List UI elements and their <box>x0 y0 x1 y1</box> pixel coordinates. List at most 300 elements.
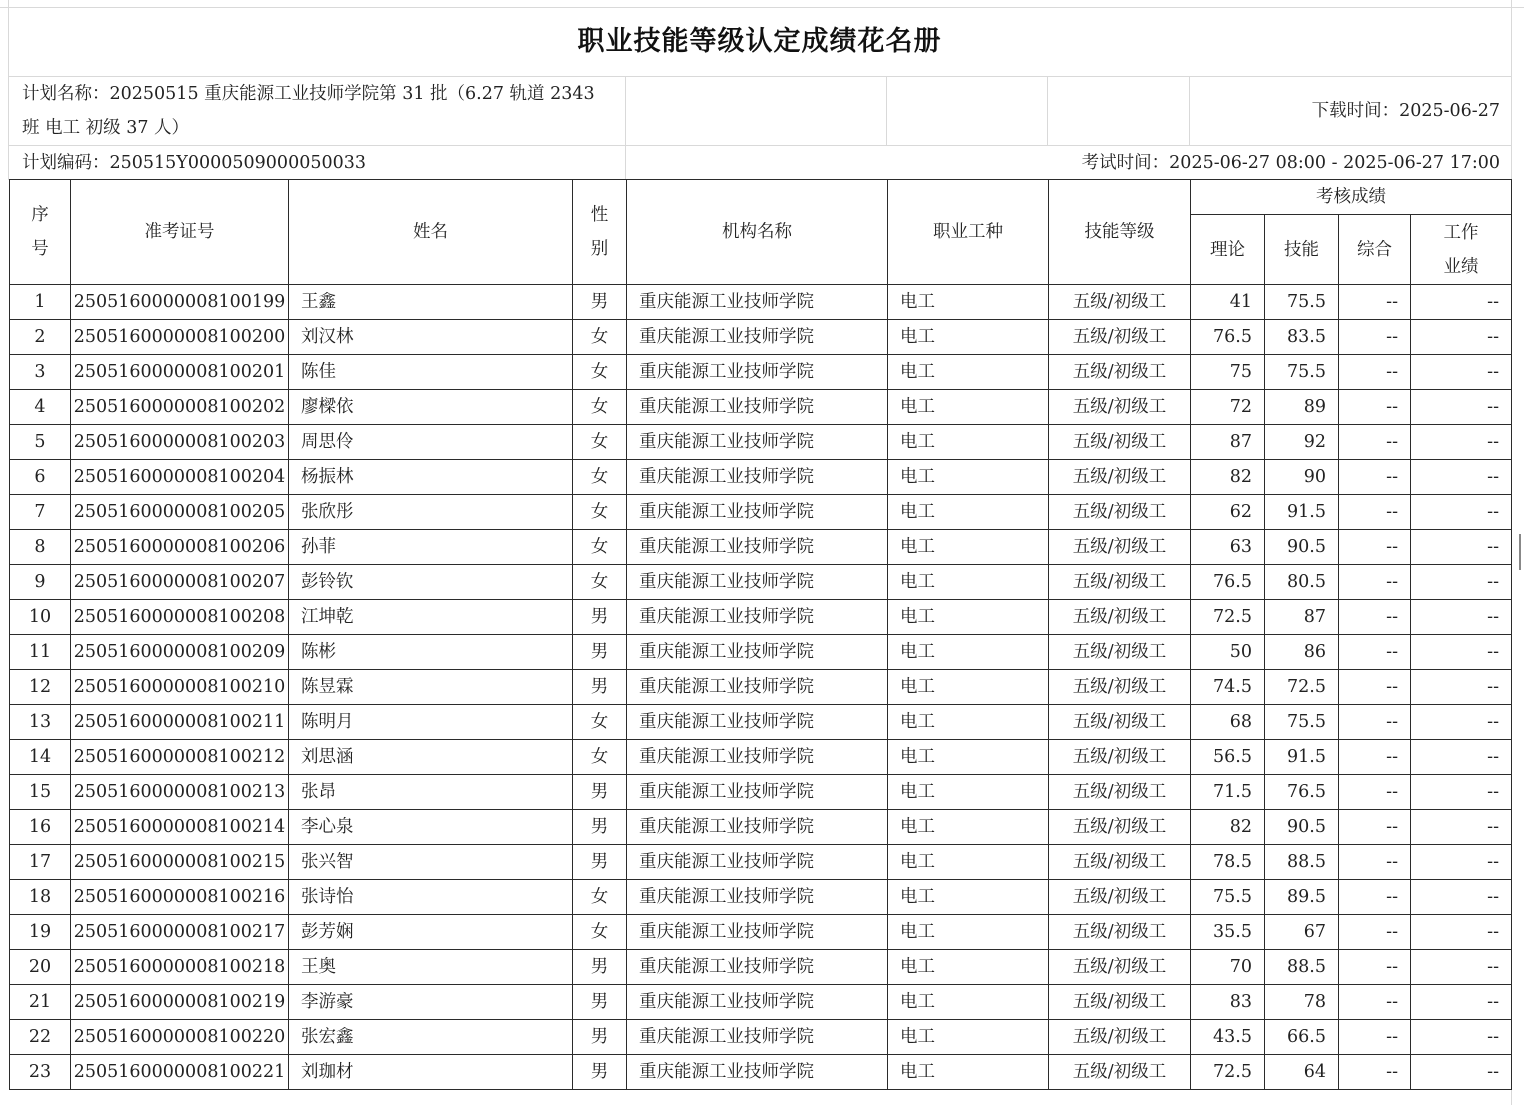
cell-org[interactable]: 重庆能源工业技师学院 <box>627 670 888 705</box>
header-work-line2: 业绩 <box>1443 256 1479 277</box>
cell-org[interactable]: 重庆能源工业技师学院 <box>627 880 888 915</box>
cell-org[interactable]: 重庆能源工业技师学院 <box>627 950 888 985</box>
cell-ticket[interactable]: 2505160000008100210 <box>71 670 289 705</box>
cell-work[interactable]: -- <box>1411 985 1512 1020</box>
cell-overall[interactable]: -- <box>1339 775 1411 810</box>
cell-occupation[interactable]: 电工 <box>888 600 1049 635</box>
cell-org[interactable]: 重庆能源工业技师学院 <box>627 1055 888 1090</box>
cell-skill[interactable]: 78 <box>1265 985 1339 1020</box>
header-occupation: 职业工种 <box>888 180 1049 285</box>
header-work <box>1411 215 1512 285</box>
cell-org[interactable]: 重庆能源工业技师学院 <box>627 705 888 740</box>
cell-level[interactable]: 五级/初级工 <box>1049 320 1191 355</box>
cell-skill[interactable]: 90 <box>1265 460 1339 495</box>
cell-skill[interactable]: 67 <box>1265 915 1339 950</box>
cell-skill[interactable]: 92 <box>1265 425 1339 460</box>
cell-ticket[interactable]: 2505160000008100215 <box>71 845 289 880</box>
cell-org[interactable]: 重庆能源工业技师学院 <box>627 1020 888 1055</box>
cell-org[interactable]: 重庆能源工业技师学院 <box>627 775 888 810</box>
cell-ticket[interactable]: 2505160000008100201 <box>71 355 289 390</box>
cell-skill[interactable]: 80.5 <box>1265 565 1339 600</box>
cell-skill[interactable]: 87 <box>1265 600 1339 635</box>
cell-seq[interactable]: 14 <box>10 740 71 775</box>
cell-level[interactable]: 五级/初级工 <box>1049 880 1191 915</box>
cell-theory[interactable]: 43.5 <box>1191 1020 1265 1055</box>
cell-overall[interactable]: -- <box>1339 460 1411 495</box>
cell-name[interactable]: 杨振林 <box>289 460 573 495</box>
table-row <box>10 1020 1512 1055</box>
cell-gender[interactable]: 女 <box>573 355 627 390</box>
cell-overall[interactable]: -- <box>1339 285 1411 320</box>
cell-org[interactable]: 重庆能源工业技师学院 <box>627 495 888 530</box>
cell-gender[interactable]: 女 <box>573 530 627 565</box>
cell-name[interactable]: 孙菲 <box>289 530 573 565</box>
cell-occupation[interactable]: 电工 <box>888 635 1049 670</box>
cell-org[interactable]: 重庆能源工业技师学院 <box>627 985 888 1020</box>
cell-occupation[interactable]: 电工 <box>888 705 1049 740</box>
cell-overall[interactable]: -- <box>1339 915 1411 950</box>
cell-work[interactable]: -- <box>1411 495 1512 530</box>
cell-level[interactable]: 五级/初级工 <box>1049 705 1191 740</box>
cell-ticket[interactable]: 2505160000008100214 <box>71 810 289 845</box>
cell-occupation[interactable]: 电工 <box>888 320 1049 355</box>
grid-line <box>8 76 1511 77</box>
cell-gender[interactable]: 男 <box>573 670 627 705</box>
cell-level[interactable]: 五级/初级工 <box>1049 950 1191 985</box>
cell-name[interactable]: 张欣彤 <box>289 495 573 530</box>
table-row <box>10 355 1512 390</box>
cell-level[interactable]: 五级/初级工 <box>1049 425 1191 460</box>
cell-seq[interactable]: 21 <box>10 985 71 1020</box>
cell-seq[interactable]: 13 <box>10 705 71 740</box>
cell-org[interactable]: 重庆能源工业技师学院 <box>627 355 888 390</box>
cell-ticket[interactable]: 2505160000008100220 <box>71 1020 289 1055</box>
table-row <box>10 425 1512 460</box>
cell-level[interactable]: 五级/初级工 <box>1049 845 1191 880</box>
cell-skill[interactable]: 75.5 <box>1265 705 1339 740</box>
cell-theory[interactable]: 75.5 <box>1191 880 1265 915</box>
cell-skill[interactable]: 90.5 <box>1265 810 1339 845</box>
cell-work[interactable]: -- <box>1411 775 1512 810</box>
cell-theory[interactable]: 78.5 <box>1191 845 1265 880</box>
cell-gender[interactable]: 女 <box>573 565 627 600</box>
cell-level[interactable]: 五级/初级工 <box>1049 565 1191 600</box>
cell-level[interactable]: 五级/初级工 <box>1049 390 1191 425</box>
cell-gender[interactable]: 女 <box>573 740 627 775</box>
cell-org[interactable]: 重庆能源工业技师学院 <box>627 390 888 425</box>
header-name: 姓名 <box>289 180 573 285</box>
cell-name[interactable]: 刘珈材 <box>289 1055 573 1090</box>
table-row <box>10 740 1512 775</box>
cell-name[interactable]: 王奥 <box>289 950 573 985</box>
cell-overall[interactable]: -- <box>1339 880 1411 915</box>
cell-seq[interactable]: 12 <box>10 670 71 705</box>
cell-overall[interactable]: -- <box>1339 985 1411 1020</box>
cell-ticket[interactable]: 2505160000008100217 <box>71 915 289 950</box>
cell-level[interactable]: 五级/初级工 <box>1049 985 1191 1020</box>
cell-ticket[interactable]: 2505160000008100213 <box>71 775 289 810</box>
cell-skill[interactable]: 64 <box>1265 1055 1339 1090</box>
cell-seq[interactable]: 6 <box>10 460 71 495</box>
cell-skill[interactable]: 90.5 <box>1265 530 1339 565</box>
cell-seq[interactable]: 3 <box>10 355 71 390</box>
cell-gender[interactable]: 男 <box>573 600 627 635</box>
header-theory: 理论 <box>1191 215 1265 285</box>
cell-theory[interactable]: 74.5 <box>1191 670 1265 705</box>
cell-ticket[interactable]: 2505160000008100212 <box>71 740 289 775</box>
cell-level[interactable]: 五级/初级工 <box>1049 740 1191 775</box>
cell-name[interactable]: 张宏鑫 <box>289 1020 573 1055</box>
cell-occupation[interactable]: 电工 <box>888 390 1049 425</box>
cell-skill[interactable]: 89.5 <box>1265 880 1339 915</box>
cell-theory[interactable]: 72.5 <box>1191 600 1265 635</box>
cell-gender[interactable]: 女 <box>573 705 627 740</box>
cell-skill[interactable]: 76.5 <box>1265 775 1339 810</box>
cell-gender[interactable]: 男 <box>573 1055 627 1090</box>
cell-occupation[interactable]: 电工 <box>888 810 1049 845</box>
cell-overall[interactable]: -- <box>1339 390 1411 425</box>
cell-theory[interactable]: 71.5 <box>1191 775 1265 810</box>
cell-gender[interactable]: 男 <box>573 810 627 845</box>
cell-occupation[interactable]: 电工 <box>888 670 1049 705</box>
cell-name[interactable]: 江坤乾 <box>289 600 573 635</box>
cell-level[interactable]: 五级/初级工 <box>1049 635 1191 670</box>
header-gender-line1: 性 <box>590 205 609 225</box>
cell-gender[interactable]: 女 <box>573 390 627 425</box>
cell-skill[interactable]: 88.5 <box>1265 950 1339 985</box>
table-row <box>10 950 1512 985</box>
cell-overall[interactable]: -- <box>1339 530 1411 565</box>
cell-seq[interactable]: 10 <box>10 600 71 635</box>
cell-level[interactable]: 五级/初级工 <box>1049 670 1191 705</box>
cell-overall[interactable]: -- <box>1339 810 1411 845</box>
cell-ticket[interactable]: 2505160000008100204 <box>71 460 289 495</box>
table-row <box>10 985 1512 1020</box>
cell-theory[interactable]: 76.5 <box>1191 320 1265 355</box>
cell-ticket[interactable]: 2505160000008100211 <box>71 705 289 740</box>
cell-occupation[interactable]: 电工 <box>888 285 1049 320</box>
cell-name[interactable]: 张诗怡 <box>289 880 573 915</box>
cell-ticket[interactable]: 2505160000008100206 <box>71 530 289 565</box>
cell-theory[interactable]: 35.5 <box>1191 915 1265 950</box>
cell-occupation[interactable]: 电工 <box>888 915 1049 950</box>
cell-level[interactable]: 五级/初级工 <box>1049 355 1191 390</box>
cell-org[interactable]: 重庆能源工业技师学院 <box>627 285 888 320</box>
cell-theory[interactable]: 87 <box>1191 425 1265 460</box>
cell-theory[interactable]: 70 <box>1191 950 1265 985</box>
header-gender <box>573 180 627 285</box>
table-row <box>10 1055 1512 1090</box>
cell-skill[interactable]: 86 <box>1265 635 1339 670</box>
cell-theory[interactable]: 75 <box>1191 355 1265 390</box>
cell-level[interactable]: 五级/初级工 <box>1049 1055 1191 1090</box>
cell-gender[interactable]: 女 <box>573 915 627 950</box>
table-row <box>10 565 1512 600</box>
cell-occupation[interactable]: 电工 <box>888 1055 1049 1090</box>
cell-gender[interactable]: 女 <box>573 320 627 355</box>
cell-seq[interactable]: 16 <box>10 810 71 845</box>
cell-occupation[interactable]: 电工 <box>888 425 1049 460</box>
cell-work[interactable]: -- <box>1411 355 1512 390</box>
cell-work[interactable]: -- <box>1411 845 1512 880</box>
cell-org[interactable]: 重庆能源工业技师学院 <box>627 740 888 775</box>
cell-org[interactable]: 重庆能源工业技师学院 <box>627 530 888 565</box>
cell-ticket[interactable]: 2505160000008100208 <box>71 600 289 635</box>
cell-overall[interactable]: -- <box>1339 1020 1411 1055</box>
cell-occupation[interactable]: 电工 <box>888 880 1049 915</box>
cell-level[interactable]: 五级/初级工 <box>1049 285 1191 320</box>
grid-line <box>625 76 626 180</box>
scrollbar-thumb[interactable] <box>1519 534 1521 570</box>
cell-theory[interactable]: 82 <box>1191 460 1265 495</box>
cell-gender[interactable]: 男 <box>573 845 627 880</box>
cell-name[interactable]: 张昂 <box>289 775 573 810</box>
cell-work[interactable]: -- <box>1411 285 1512 320</box>
cell-work[interactable]: -- <box>1411 600 1512 635</box>
cell-work[interactable]: -- <box>1411 950 1512 985</box>
cell-name[interactable]: 彭芳娴 <box>289 915 573 950</box>
table-row <box>10 705 1512 740</box>
header-skill: 技能 <box>1265 215 1339 285</box>
cell-ticket[interactable]: 2505160000008100219 <box>71 985 289 1020</box>
cell-occupation[interactable]: 电工 <box>888 845 1049 880</box>
cell-level[interactable]: 五级/初级工 <box>1049 495 1191 530</box>
cell-overall[interactable]: -- <box>1339 495 1411 530</box>
cell-name[interactable]: 王鑫 <box>289 285 573 320</box>
cell-work[interactable]: -- <box>1411 565 1512 600</box>
cell-org[interactable]: 重庆能源工业技师学院 <box>627 320 888 355</box>
cell-org[interactable]: 重庆能源工业技师学院 <box>627 915 888 950</box>
header-scores-group: 考核成绩 <box>1191 180 1512 215</box>
cell-occupation[interactable]: 电工 <box>888 495 1049 530</box>
cell-org[interactable]: 重庆能源工业技师学院 <box>627 635 888 670</box>
cell-seq[interactable]: 9 <box>10 565 71 600</box>
table-row <box>10 460 1512 495</box>
cell-gender[interactable]: 男 <box>573 1020 627 1055</box>
cell-org[interactable]: 重庆能源工业技师学院 <box>627 425 888 460</box>
cell-skill[interactable]: 75.5 <box>1265 285 1339 320</box>
cell-theory[interactable]: 72 <box>1191 390 1265 425</box>
cell-seq[interactable]: 22 <box>10 1020 71 1055</box>
cell-seq[interactable]: 23 <box>10 1055 71 1090</box>
cell-org[interactable]: 重庆能源工业技师学院 <box>627 460 888 495</box>
cell-ticket[interactable]: 2505160000008100200 <box>71 320 289 355</box>
cell-seq[interactable]: 2 <box>10 320 71 355</box>
cell-overall[interactable]: -- <box>1339 425 1411 460</box>
header-seq-line2: 号 <box>31 239 49 259</box>
cell-work[interactable]: -- <box>1411 320 1512 355</box>
table-row <box>10 880 1512 915</box>
header-org: 机构名称 <box>627 180 888 285</box>
cell-skill[interactable]: 83.5 <box>1265 320 1339 355</box>
cell-seq[interactable]: 20 <box>10 950 71 985</box>
cell-level[interactable]: 五级/初级工 <box>1049 460 1191 495</box>
cell-skill[interactable]: 91.5 <box>1265 740 1339 775</box>
download-time: 下载时间：2025-06-27 <box>1311 101 1500 121</box>
cell-overall[interactable]: -- <box>1339 600 1411 635</box>
cell-work[interactable]: -- <box>1411 425 1512 460</box>
cell-occupation[interactable]: 电工 <box>888 775 1049 810</box>
cell-overall[interactable]: -- <box>1339 320 1411 355</box>
cell-work[interactable]: -- <box>1411 915 1512 950</box>
cell-ticket[interactable]: 2505160000008100209 <box>71 635 289 670</box>
cell-work[interactable]: -- <box>1411 635 1512 670</box>
header-work-line1: 工作 <box>1443 222 1479 243</box>
cell-theory[interactable]: 83 <box>1191 985 1265 1020</box>
cell-theory[interactable]: 56.5 <box>1191 740 1265 775</box>
cell-name[interactable]: 李心泉 <box>289 810 573 845</box>
cell-work[interactable]: -- <box>1411 1055 1512 1090</box>
cell-ticket[interactable]: 2505160000008100202 <box>71 390 289 425</box>
cell-occupation[interactable]: 电工 <box>888 355 1049 390</box>
cell-theory[interactable]: 82 <box>1191 810 1265 845</box>
table-row <box>10 600 1512 635</box>
cell-seq[interactable]: 11 <box>10 635 71 670</box>
cell-occupation[interactable]: 电工 <box>888 565 1049 600</box>
cell-gender[interactable]: 女 <box>573 495 627 530</box>
cell-work[interactable]: -- <box>1411 810 1512 845</box>
cell-gender[interactable]: 女 <box>573 425 627 460</box>
table-row <box>10 635 1512 670</box>
cell-name[interactable]: 陈明月 <box>289 705 573 740</box>
cell-work[interactable]: -- <box>1411 530 1512 565</box>
cell-overall[interactable]: -- <box>1339 565 1411 600</box>
cell-occupation[interactable]: 电工 <box>888 740 1049 775</box>
cell-skill[interactable]: 88.5 <box>1265 845 1339 880</box>
cell-overall[interactable]: -- <box>1339 670 1411 705</box>
cell-overall[interactable]: -- <box>1339 705 1411 740</box>
cell-gender[interactable]: 男 <box>573 950 627 985</box>
cell-work[interactable]: -- <box>1411 740 1512 775</box>
cell-level[interactable]: 五级/初级工 <box>1049 810 1191 845</box>
grid-line <box>1047 76 1048 145</box>
cell-occupation[interactable]: 电工 <box>888 1020 1049 1055</box>
cell-name[interactable]: 陈佳 <box>289 355 573 390</box>
cell-ticket[interactable]: 2505160000008100207 <box>71 565 289 600</box>
cell-skill[interactable]: 66.5 <box>1265 1020 1339 1055</box>
cell-seq[interactable]: 8 <box>10 530 71 565</box>
cell-name[interactable]: 刘汉林 <box>289 320 573 355</box>
cell-name[interactable]: 周思伶 <box>289 425 573 460</box>
header-overall: 综合 <box>1339 215 1411 285</box>
table-row <box>10 915 1512 950</box>
header-seq <box>10 180 71 285</box>
cell-level[interactable]: 五级/初级工 <box>1049 775 1191 810</box>
cell-gender[interactable]: 男 <box>573 985 627 1020</box>
cell-theory[interactable]: 68 <box>1191 705 1265 740</box>
cell-seq[interactable]: 4 <box>10 390 71 425</box>
cell-level[interactable]: 五级/初级工 <box>1049 915 1191 950</box>
cell-ticket[interactable]: 2505160000008100203 <box>71 425 289 460</box>
cell-gender[interactable]: 男 <box>573 775 627 810</box>
cell-seq[interactable]: 18 <box>10 880 71 915</box>
header-gender-line2: 别 <box>590 239 609 259</box>
cell-name[interactable]: 李游豪 <box>289 985 573 1020</box>
cell-org[interactable]: 重庆能源工业技师学院 <box>627 600 888 635</box>
cell-ticket[interactable]: 2505160000008100205 <box>71 495 289 530</box>
cell-work[interactable]: -- <box>1411 1020 1512 1055</box>
cell-seq[interactable]: 1 <box>10 285 71 320</box>
cell-skill[interactable]: 72.5 <box>1265 670 1339 705</box>
cell-gender[interactable]: 女 <box>573 880 627 915</box>
cell-occupation[interactable]: 电工 <box>888 950 1049 985</box>
cell-seq[interactable]: 7 <box>10 495 71 530</box>
cell-ticket[interactable]: 2505160000008100221 <box>71 1055 289 1090</box>
plan-name-line2: 班 电工 初级 37 人） <box>22 118 190 138</box>
grid-line <box>886 76 887 145</box>
cell-theory[interactable]: 63 <box>1191 530 1265 565</box>
header-seq-line1: 序 <box>31 205 49 225</box>
cell-seq[interactable]: 5 <box>10 425 71 460</box>
cell-skill[interactable]: 89 <box>1265 390 1339 425</box>
cell-skill[interactable]: 75.5 <box>1265 355 1339 390</box>
cell-theory[interactable]: 50 <box>1191 635 1265 670</box>
cell-overall[interactable]: -- <box>1339 740 1411 775</box>
cell-level[interactable]: 五级/初级工 <box>1049 530 1191 565</box>
cell-work[interactable]: -- <box>1411 670 1512 705</box>
cell-org[interactable]: 重庆能源工业技师学院 <box>627 810 888 845</box>
cell-name[interactable]: 张兴智 <box>289 845 573 880</box>
cell-seq[interactable]: 17 <box>10 845 71 880</box>
cell-org[interactable]: 重庆能源工业技师学院 <box>627 565 888 600</box>
plan-name-line1: 计划名称：20250515 重庆能源工业技师学院第 31 批（6.27 轨道 2343 <box>22 84 595 104</box>
page-title: 职业技能等级认定成绩花名册 <box>577 26 942 57</box>
cell-theory[interactable]: 72.5 <box>1191 1055 1265 1090</box>
cell-work[interactable]: -- <box>1411 460 1512 495</box>
cell-overall[interactable]: -- <box>1339 635 1411 670</box>
cell-name[interactable]: 彭铃钦 <box>289 565 573 600</box>
cell-name[interactable]: 刘思涵 <box>289 740 573 775</box>
cell-seq[interactable]: 15 <box>10 775 71 810</box>
cell-occupation[interactable]: 电工 <box>888 530 1049 565</box>
cell-overall[interactable]: -- <box>1339 1055 1411 1090</box>
cell-gender[interactable]: 女 <box>573 460 627 495</box>
cell-work[interactable]: -- <box>1411 705 1512 740</box>
cell-ticket[interactable]: 2505160000008100218 <box>71 950 289 985</box>
cell-gender[interactable]: 男 <box>573 285 627 320</box>
cell-name[interactable]: 陈彬 <box>289 635 573 670</box>
header-level: 技能等级 <box>1049 180 1191 285</box>
cell-theory[interactable]: 41 <box>1191 285 1265 320</box>
table-row <box>10 495 1512 530</box>
cell-level[interactable]: 五级/初级工 <box>1049 600 1191 635</box>
cell-name[interactable]: 陈昱霖 <box>289 670 573 705</box>
cell-theory[interactable]: 62 <box>1191 495 1265 530</box>
roster-body <box>10 285 1512 1090</box>
cell-work[interactable]: -- <box>1411 880 1512 915</box>
cell-overall[interactable]: -- <box>1339 355 1411 390</box>
cell-occupation[interactable]: 电工 <box>888 985 1049 1020</box>
cell-gender[interactable]: 男 <box>573 635 627 670</box>
cell-seq[interactable]: 19 <box>10 915 71 950</box>
cell-occupation[interactable]: 电工 <box>888 460 1049 495</box>
header-ticket: 准考证号 <box>71 180 289 285</box>
cell-overall[interactable]: -- <box>1339 950 1411 985</box>
cell-org[interactable]: 重庆能源工业技师学院 <box>627 845 888 880</box>
cell-ticket[interactable]: 2505160000008100216 <box>71 880 289 915</box>
cell-level[interactable]: 五级/初级工 <box>1049 1020 1191 1055</box>
cell-work[interactable]: -- <box>1411 390 1512 425</box>
table-row <box>10 810 1512 845</box>
cell-skill[interactable]: 91.5 <box>1265 495 1339 530</box>
table-row <box>10 530 1512 565</box>
cell-name[interactable]: 廖樑依 <box>289 390 573 425</box>
grid-line <box>1189 76 1190 145</box>
cell-ticket[interactable]: 2505160000008100199 <box>71 285 289 320</box>
cell-overall[interactable]: -- <box>1339 845 1411 880</box>
table-row <box>10 670 1512 705</box>
cell-theory[interactable]: 76.5 <box>1191 565 1265 600</box>
